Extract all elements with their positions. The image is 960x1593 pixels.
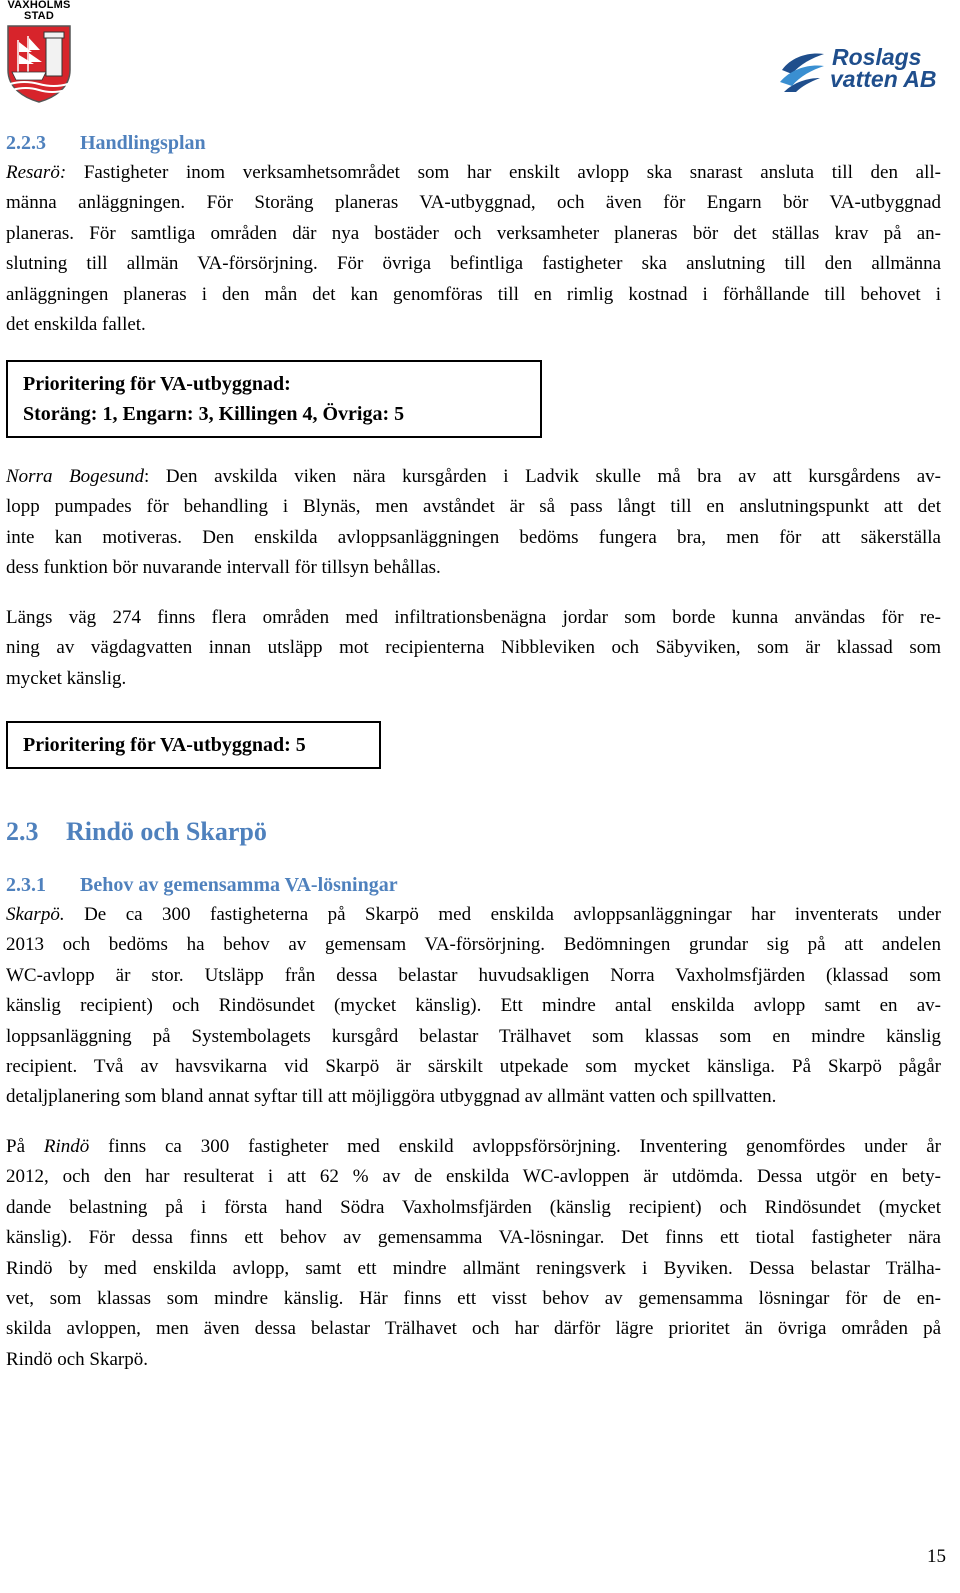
paragraph-line: 2013 och bedöms ha behov av gemensam VA-försörjning. Bedömningen grundar sig på att andelen	[6, 934, 941, 956]
place-name-resaro: Resarö:	[6, 162, 67, 183]
logo-text-roslags: Roslags	[832, 44, 922, 70]
section-title: Behov av gemensamma VA-lösningar	[80, 874, 398, 896]
paragraph-vag-274	[6, 603, 941, 694]
paragraph-line: det enskilda fallet.	[6, 314, 146, 336]
place-name-norra-bogesund: Norra Bogesund	[6, 466, 144, 487]
priority-box-resaro	[6, 360, 542, 438]
priority-box-title: Prioritering för VA-utbyggnad: 5	[23, 734, 306, 756]
paragraph-line: detaljplanering som bland annat syftar till att möjliggöra utbyggnad av allmänt vatten och spillvatten.	[6, 1086, 777, 1108]
paragraph-line: På Rindö finns ca 300 fastigheter med enskild avloppsförsörjning. Inventering genomfördes under år	[6, 1136, 942, 1157]
paragraph-line: Skarpö. De ca 300 fastigheterna på Skarpö med enskilda avloppsanläggningar har inventerats under	[6, 904, 941, 925]
paragraph-skarpo	[6, 900, 941, 1113]
paragraph-line: Längs väg 274 finns flera områden med infiltrationsbenägna jordar som borde kunna användas för re-	[6, 607, 941, 628]
priority-box-norra-bogesund	[6, 721, 381, 769]
paragraph-line: Rindö by med enskilda avlopp, samt ett mindre allmänt reningsverk i Byviken. Dessa belastar Trälha-	[6, 1257, 941, 1279]
section-title: Rindö och Skarpö	[66, 817, 267, 846]
section-title: Handlingsplan	[80, 132, 206, 154]
paragraph-line: känslig). För dessa finns ett behov av gemensamma VA-lösningar. Det finns ett tiotal fastigheter nära	[6, 1227, 941, 1249]
paragraph-line: WC-avlopp är stor. Utsläpp från dessa belastar huvudsakligen Norra Vaxholmsfjärden (klassad som	[6, 964, 941, 986]
paragraph-line: inte kan motiveras. Den enskilda avloppsanläggningen bedöms fungera bra, men för att säkerställa	[6, 526, 941, 548]
paragraph-line: anläggningen planeras i den mån det kan genomföras till en rimlig kostnad i förhållande till behovet i	[6, 283, 941, 305]
paragraph-line: Rindö och Skarpö.	[6, 1348, 148, 1370]
paragraph-line: dess funktion bör nuvarande intervall för tillsyn behållas.	[6, 557, 441, 579]
paragraph-line: slutning till allmän VA-försörjning. För övriga befintliga fastigheter ska anslutning till den allmänna	[6, 253, 941, 275]
paragraph-rindo	[6, 1132, 941, 1375]
paragraph-norra-bogesund	[6, 462, 941, 584]
paragraph-line: dande belastning på i första hand Södra Vaxholmsfjärden (känslig recipient) och Rindösundet (mycket	[6, 1196, 941, 1218]
paragraph-line: männa anläggningen. För Storäng planeras VA-utbyggnad, och även för Engarn bör VA-utbyggnad	[6, 192, 941, 214]
section-number: 2.3	[6, 817, 39, 846]
logo-text-vatten-ab: vatten AB	[830, 66, 937, 92]
paragraph-line: lopp pumpades för behandling i Blynäs, men avståndet är så pass långt till en anslutningspunkt att det	[6, 496, 941, 518]
paragraph-line: ning av vägdagvatten innan utsläpp mot recipienterna Nibbleviken och Säbyviken, som är klassad som	[6, 637, 941, 659]
paragraph-line: Resarö: Fastigheter inom verksamhetsområdet som har enskilt avlopp ska snarast ansluta till den all-	[6, 162, 941, 183]
logo-text-vaxholms: VAXHOLMS	[7, 0, 71, 11]
paragraph-line: vet, som klassas som mindre känslig. Här finns ett visst behov av gemensamma lösningar för de en-	[6, 1288, 941, 1310]
section-heading-2-2-3	[6, 130, 206, 156]
section-number: 2.3.1	[6, 874, 46, 896]
paragraph-line: recipient. Två av havsvikarna vid Skarpö är särskilt utpekade som mycket känsliga. På Skarpö pågår	[6, 1056, 941, 1078]
paragraph-line: 2012, och den har resulterat i att 62 % av de enskilda WC-avloppen är utdömda. Dessa utgör en bety-	[6, 1166, 941, 1188]
paragraph-line: känslig recipient) och Rindösundet (mycket känslig). Ett mindre antal enskilda avlopp samt en av-	[6, 995, 941, 1017]
paragraph-line: skilda avloppen, men även dessa belastar Trälhavet och har därför lägre prioritet än övriga områden på	[6, 1318, 941, 1340]
paragraph-line: loppsanläggning på Systembolagets kursgård belastar Trälhavet som klassas som en mindre känslig	[6, 1025, 941, 1047]
page-number: 15	[927, 1546, 946, 1567]
roslagsvatten-logo	[780, 46, 950, 96]
roslagsvatten-wave-icon	[780, 48, 826, 92]
paragraph-line: Norra Bogesund: Den avskilda viken nära kursgården i Ladvik skulle må bra av att kursgårdens av-	[6, 466, 941, 487]
section-heading-2-3-1	[6, 872, 398, 898]
paragraph-line: mycket känslig.	[6, 667, 127, 689]
place-name-skarpo: Skarpö.	[6, 904, 65, 925]
vaxholms-stad-logo	[4, 0, 74, 106]
priority-box-title: Prioritering för VA-utbyggnad:	[23, 373, 291, 395]
priority-box-values: Storäng: 1, Engarn: 3, Killingen 4, Övriga: 5	[23, 403, 405, 425]
paragraph-line: planeras. För samtliga områden där nya bostäder och verksamheter planeras bör det ställas krav på an-	[6, 222, 941, 244]
section-number: 2.2.3	[6, 132, 46, 154]
place-name-rindo: Rindö	[43, 1136, 90, 1157]
logo-text-stad: STAD	[24, 10, 54, 22]
vaxholm-crest-icon	[4, 22, 74, 104]
section-heading-2-3	[6, 816, 267, 848]
paragraph-resaro	[6, 158, 941, 340]
